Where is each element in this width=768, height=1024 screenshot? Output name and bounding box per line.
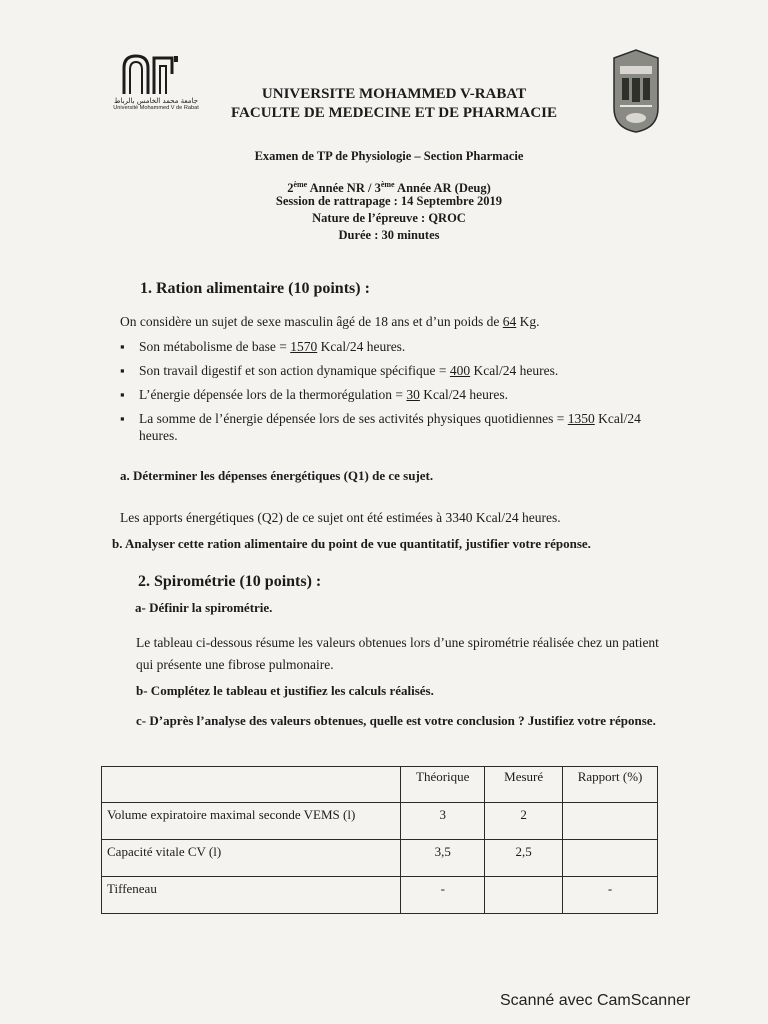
table-cell: 3,5 bbox=[401, 840, 485, 877]
section-1-intro: On considère un sujet de sexe masculin âgé de 18 ans et d’un poids de 64 Kg. bbox=[120, 314, 540, 329]
table-header-cell: Rapport (%) bbox=[563, 767, 658, 803]
exam-session: Session de rattrapage : 14 Septembre 2019 bbox=[275, 194, 503, 208]
exam-duration: Durée : 30 minutes bbox=[338, 228, 440, 242]
question-2b: b- Complétez le tableau et justifiez les calculs réalisés. bbox=[136, 683, 434, 698]
list-item: ▪ L’énergie dépensée lors de la thermorégulation = 30 Kcal/24 heures. bbox=[120, 386, 680, 403]
table-cell: 2,5 bbox=[485, 840, 563, 877]
table-cell: Capacité vitale CV (l) bbox=[102, 840, 401, 877]
table-row bbox=[102, 840, 658, 877]
intake-statement: Les apports énergétiques (Q2) de ce sujet ont été estimées à 3340 Kcal/24 heures. bbox=[120, 510, 561, 525]
section-2-title: 2. Spirométrie (10 points) : bbox=[138, 573, 322, 590]
table-header-cell bbox=[102, 767, 401, 803]
table-cell bbox=[563, 803, 658, 840]
table-cell: - bbox=[401, 877, 485, 914]
camscanner-watermark: Scanné avec CamScanner bbox=[500, 992, 691, 1009]
table-header-cell: Théorique bbox=[401, 767, 485, 803]
energy-list bbox=[120, 338, 680, 451]
table-cell bbox=[563, 840, 658, 877]
table-cell: 2 bbox=[485, 803, 563, 840]
logo-french-text: Université Mohammed V de Rabat bbox=[113, 105, 199, 111]
table-cell: - bbox=[563, 877, 658, 914]
table-cell bbox=[485, 877, 563, 914]
exam-year: 2ème Année NR / 3ème Année AR (Deug) bbox=[287, 180, 491, 196]
question-2c: c- D’après l’analyse des valeurs obtenues, quelle est votre conclusion ? Justifiez votre réponse. bbox=[136, 713, 656, 728]
question-1b: b. Analyser cette ration alimentaire du point de vue quantitatif, justifier votre réponse. bbox=[112, 536, 591, 551]
spirometry-table bbox=[101, 766, 658, 914]
table-header-cell: Mesuré bbox=[485, 767, 563, 803]
section-2-intro: Le tableau ci-dessous résume les valeurs obtenues lors d’une spirométrie réalisée chez un patient qui présente une fibrose pulmonaire. bbox=[136, 635, 659, 672]
table-row bbox=[102, 877, 658, 914]
question-2a: a- Définir la spirométrie. bbox=[135, 600, 273, 615]
university-name: UNIVERSITE MOHAMMED V-RABAT bbox=[261, 86, 527, 102]
list-item: ▪ Son travail digestif et son action dynamique spécifique = 400 Kcal/24 heures. bbox=[120, 362, 680, 379]
table-cell: 3 bbox=[401, 803, 485, 840]
list-item: ▪ Son métabolisme de base = 1570 Kcal/24 heures. bbox=[120, 338, 680, 355]
list-item: ▪ La somme de l’énergie dépensée lors de ses activités physiques quotidiennes = 1350 Kcal/24 heures. bbox=[120, 410, 680, 444]
exam-title: Examen de TP de Physiologie – Section Pharmacie bbox=[254, 149, 524, 163]
exam-nature: Nature de l’épreuve : QROC bbox=[312, 211, 466, 225]
table-row bbox=[102, 803, 658, 840]
table-header-row bbox=[102, 767, 658, 803]
question-1a: a. Déterminer les dépenses énergétiques (Q1) de ce sujet. bbox=[120, 468, 434, 483]
section-1-title: 1. Ration alimentaire (10 points) : bbox=[140, 280, 370, 297]
table-cell: Volume expiratoire maximal seconde VEMS (l) bbox=[102, 803, 401, 840]
faculty-name: FACULTE DE MEDECINE ET DE PHARMACIE bbox=[230, 105, 557, 121]
table-cell: Tiffeneau bbox=[102, 877, 401, 914]
logo-arabic-text: جامعة محمد الخامس بالرباط bbox=[113, 97, 199, 105]
